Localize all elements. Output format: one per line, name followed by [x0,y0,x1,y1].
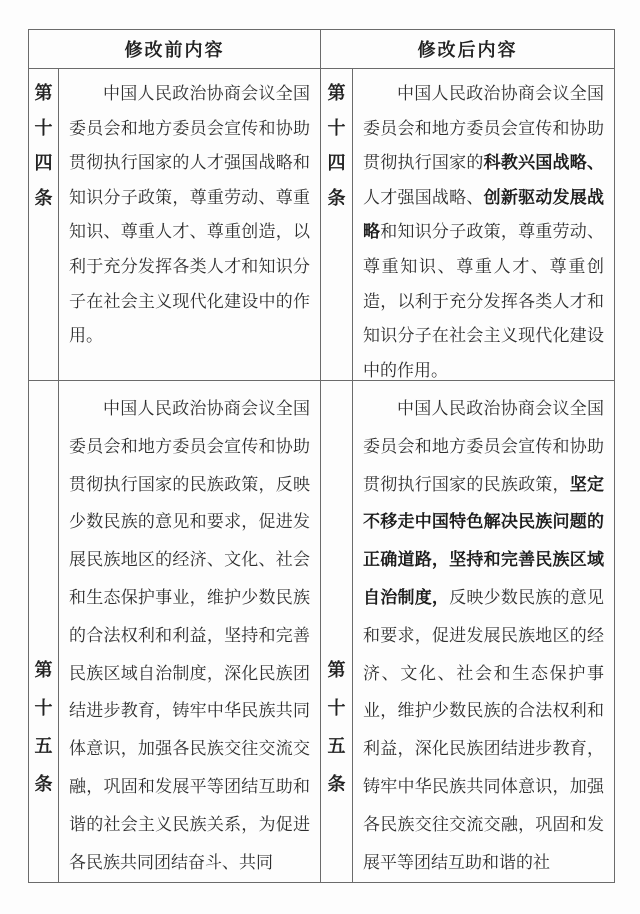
article-15-before-cell [59,381,321,883]
amended-text-segment: 科教兴国战略、 [483,153,605,173]
article-number-char: 条 [327,188,346,208]
article-15-label-after [321,381,353,883]
amended-text-segment: 坚定不移走中国特色解决民族问题的正确道路，坚持和完善民族区域自治制度， [363,474,605,607]
body-text-segment: 人才强国战略、 [363,187,484,207]
amended-text-segment: 创新驱动发展战略 [363,187,605,242]
article-number-char: 五 [327,736,346,756]
article-number-char: 第 [327,660,346,680]
article-14-label-before [29,69,59,381]
article-number-char: 条 [34,774,53,794]
article-number-char: 条 [327,774,346,794]
header-before-column: 修改前内容 [29,30,321,69]
article-number-char: 十 [327,698,346,718]
article-number-char: 四 [327,153,346,173]
article-number-char: 四 [34,153,53,173]
body-text-segment: 和知识分子政策，尊重劳动、尊重知识、尊重人才、尊重创造，以利于充分发挥各类人才和知识分子在社会主义现代化建设中的作用。 [363,222,605,380]
body-text-segment: 中国人民政治协商会议全国委员会和地方委员会宣传和协助贯彻执行国家的 [363,84,604,173]
body-text-segment: 中国人民政治协商会议全国委员会和地方委员会宣传和协助贯彻执行国家的人才强国战略和知识分子政策，尊重劳动、尊重知识、尊重人才、尊重创造，以利于充分发挥各类人才和知识分子在社会主义现代化建设中的作用。 [69,84,310,346]
article-15-after-cell [353,381,615,883]
header-after-column: 修改后内容 [321,30,615,69]
article-number-char: 十 [34,118,53,138]
article-14-label-after [321,69,353,381]
article-15-after-paragraph [363,390,604,881]
article-14-before-cell [59,69,321,381]
body-text-segment: 中国人民政治协商会议全国委员会和地方委员会宣传和协助贯彻执行国家的民族政策， [363,399,604,494]
article-number-char: 五 [34,736,53,756]
article-number-char: 第 [34,660,53,680]
article-number-char: 第 [34,83,53,103]
article-number-char: 十 [34,698,53,718]
body-text-segment: 中国人民政治协商会议全国委员会和地方委员会宣传和协助贯彻执行国家的民族政策，反映少数民族的意见和要求，促进发展民族地区的经济、文化、社会和生态保护事业，维护少数民族的合法权利和利益，坚持和完善民族区域自治制度，深化民族团结进步教育，铸牢中华民族共同体意识，加强各民族交往交流交融，巩固和发展平等团结互助和谐的社会主义民族关系，为促进各民族共同团结奋斗、共同 [69,399,310,872]
article-15-before-paragraph [69,390,310,881]
body-text-segment: 反映少数民族的意见和要求，促进发展民族地区的经济、文化、社会和生态保护事业，维护少数民族的合法权利和利益，深化民族团结进步教育，铸牢中华民族共同体意识，加强各民族交往交流交融，巩固和发展平等团结互助和谐的社 [363,587,605,872]
article-14-after-cell [353,69,615,381]
article-14-before-paragraph [69,77,310,354]
article-number-char: 第 [327,83,346,103]
article-number-char: 十 [327,118,346,138]
article-14-after-paragraph [363,77,604,381]
article-number-char: 条 [34,188,53,208]
article-15-label-before [29,381,59,883]
amendment-comparison-table [28,29,615,883]
